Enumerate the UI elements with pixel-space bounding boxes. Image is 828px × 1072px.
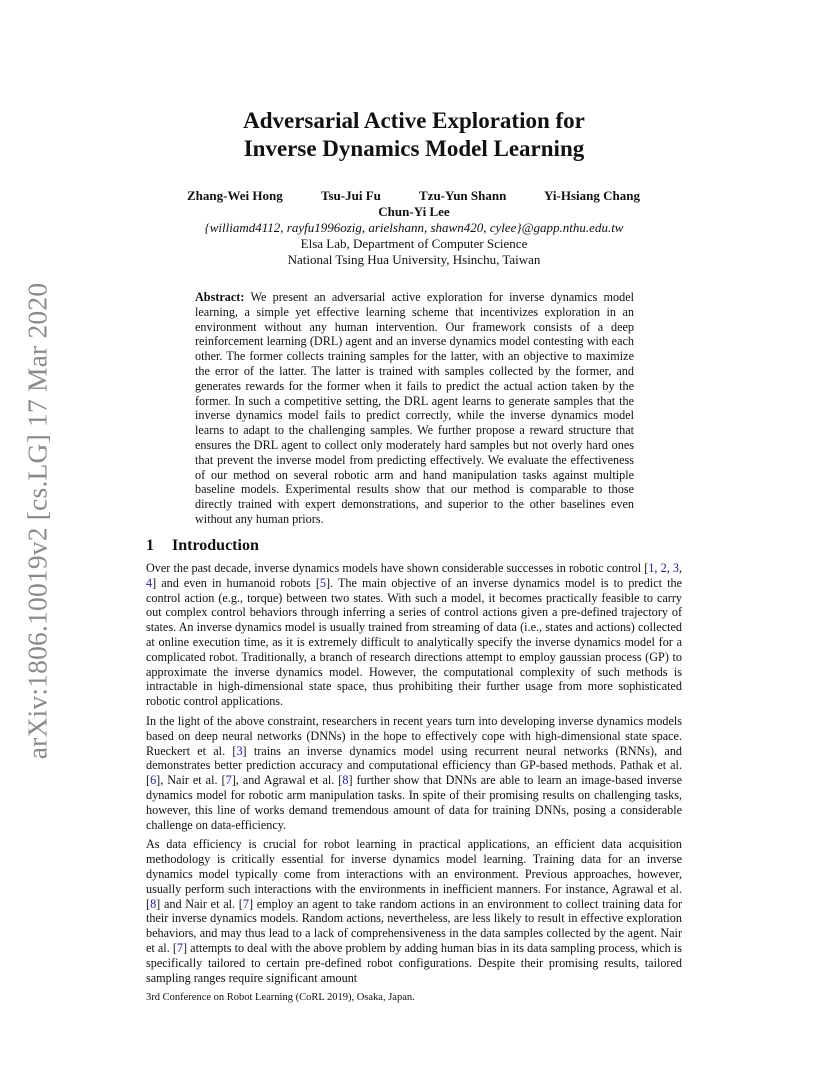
affiliation-university: National Tsing Hua University, Hsinchu, Taiwan [287,252,541,267]
author-block [146,188,682,268]
text-run: ]. The main objective of an inverse dynamics model is to predict the control action (e.g., torque) between two states. With such a model, it becomes practically feasible to carry out complex control behaviors through inferring a series of control actions given a pre-defined trajectory of states. An inverse dynamics model is usually trained from streaming of data (i.e., states and actions) collected at online execution time, as it is extremely difficult to analytically specify the inverse dynamics model for a complicated robot. Traditionally, a branch of research directions attempt to employ gaussian process (GP) to approximate the inverse dynamics model. However, the computational complexity of such methods is intractable in high-dimensional state space, thus prohibiting their further usage from more sophisticated robotic control applications. [146,575,682,709]
citation-link[interactable]: 6 [150,773,157,788]
text-run: ] further show that DNNs are able to learn an image-based inverse dynamics model for robotic arm manipulation tasks. In spite of their promising results on challenging tasks, however, this line of works demand tremendous amount of data for training DNNs, posing a considerable challenge on data-efficiency. [146,773,683,832]
abstract-text: We present an adversarial active exploration for inverse dynamics model learning, a simple yet effective learning scheme that incentivizes exploration in an environment without any human intervention. Our framework consists of a deep reinforcement learning (DRL) agent and an inverse dynamics model contesting with each other. The former collects training samples for the latter, with an objective to maximize the error of the latter. The latter is trained with samples collected by the former, and generates rewards for the former when it fails to predict the actual action taken by the former. In such a competitive setting, the DRL agent learns to generate samples that the inverse dynamics model fails to predict correctly, while the inverse dynamics model learns to adapt to the challenging samples. We further propose a reward structure that ensures the DRL agent to collect only moderately hard samples but not overly hard ones that prevent the inverse model from predicting effectively. We evaluate the effectiveness of our method on several robotic arm and hand manipulation tasks against multiple baseline models. Experimental results show that our method is comparable to those directly trained with expert demonstrations, and superior to the other baselines even without any human priors. [195,290,635,526]
arxiv-identifier [14,283,60,759]
author-name: Tzu-Yun Shann [419,188,507,203]
section-heading [146,537,259,555]
author-name: Tsu-Jui Fu [321,188,381,203]
text-run: ] attempts to deal with the above problem by adding human bias in its data sampling process, which is specifically tailored to certain pre-defined robot configurations. Despite their promising results, tailored sampling ranges require significant amount [146,940,682,985]
text-run: , [678,561,682,575]
text-run: ], and Agrawal et al. [ [231,773,343,788]
paper-title [146,107,682,163]
text-run: In the light of the above constraint, researchers in recent years turn into developing inverse dynamics models based on deep neural networks (DNNs) in the hope to effectively cope with high-dimensional state space. Rueckert et al. [ [146,713,682,758]
author-row [146,188,682,204]
author-emails: {williamd4112, rayfu1996ozig, arielshann, shawn420, cylee}@gapp.nthu.edu.tw [204,220,624,235]
paragraph [146,714,682,832]
citation-link[interactable]: 1 [648,561,655,575]
citation-link[interactable]: 2 [660,561,667,575]
arxiv-identifier-text: arXiv:1806.10019v2 [cs.LG] 17 Mar 2020 [21,282,52,760]
author-name: Chun-Yi Lee [378,204,450,219]
citation-link[interactable]: 7 [176,940,184,955]
citation-link[interactable]: 8 [342,773,349,788]
introduction-body [146,561,682,990]
text-run: ], Nair et al. [ [156,773,226,788]
author-name: Zhang-Wei Hong [187,188,283,203]
text-run: ] employ an agent to take random actions in an environment to collect training data for their inverse dynamics models. Random actions, nevertheless, are less likely to result in effective exploration behaviors, and may thus lead to a lack of comprehensiveness in the data samples collected by the agent. Nair et al. [ [146,896,683,955]
citation-link[interactable]: 7 [225,773,232,788]
title-line-1: Adversarial Active Exploration for [243,108,585,133]
paragraph [146,561,682,709]
text-run: ] and even in humanoid robots [ [152,575,320,590]
author-name: Yi-Hsiang Chang [544,188,640,203]
affiliation-lab: Elsa Lab, Department of Computer Science [300,236,528,251]
title-line-2: Inverse Dynamics Model Learning [243,136,585,161]
section-title: Introduction [172,537,259,554]
text-run: Over the past decade, inverse dynamics models have shown considerable successes in robotic control [ [146,561,649,575]
text-run: ] trains an inverse dynamics model using recurrent neural networks (RNNs), and demonstrates better prediction accuracy and computational efficiency than GP-based methods. Pathak et al. [ [146,743,683,788]
text-run: As data efficiency is crucial for robot learning in practical applications, an efficient data acquisition methodology is critically essential for inverse dynamics model learning. Training data for an inverse dynamics model typically come from interactions with an environment. Previous approaches, however, usually perform such interactions with the environments in inefficient manners. For instance, Agrawal et al. [ [146,837,682,911]
citation-link[interactable]: 5 [319,575,326,590]
citation-link[interactable]: 3 [236,743,243,758]
citation-link[interactable]: 7 [242,896,249,911]
text-run: ] and Nair et al. [ [156,896,243,911]
text-run: , [654,561,661,575]
citation-link[interactable]: 4 [146,575,153,590]
text-run: , [666,561,673,575]
paragraph [146,837,682,985]
citation-link[interactable]: 3 [672,561,679,575]
citation-link[interactable]: 8 [150,896,157,911]
abstract [195,290,634,527]
abstract-label: Abstract: [195,290,245,304]
conference-footnote: 3rd Conference on Robot Learning (CoRL 2019), Osaka, Japan. [146,992,415,1003]
section-number: 1 [146,537,154,554]
